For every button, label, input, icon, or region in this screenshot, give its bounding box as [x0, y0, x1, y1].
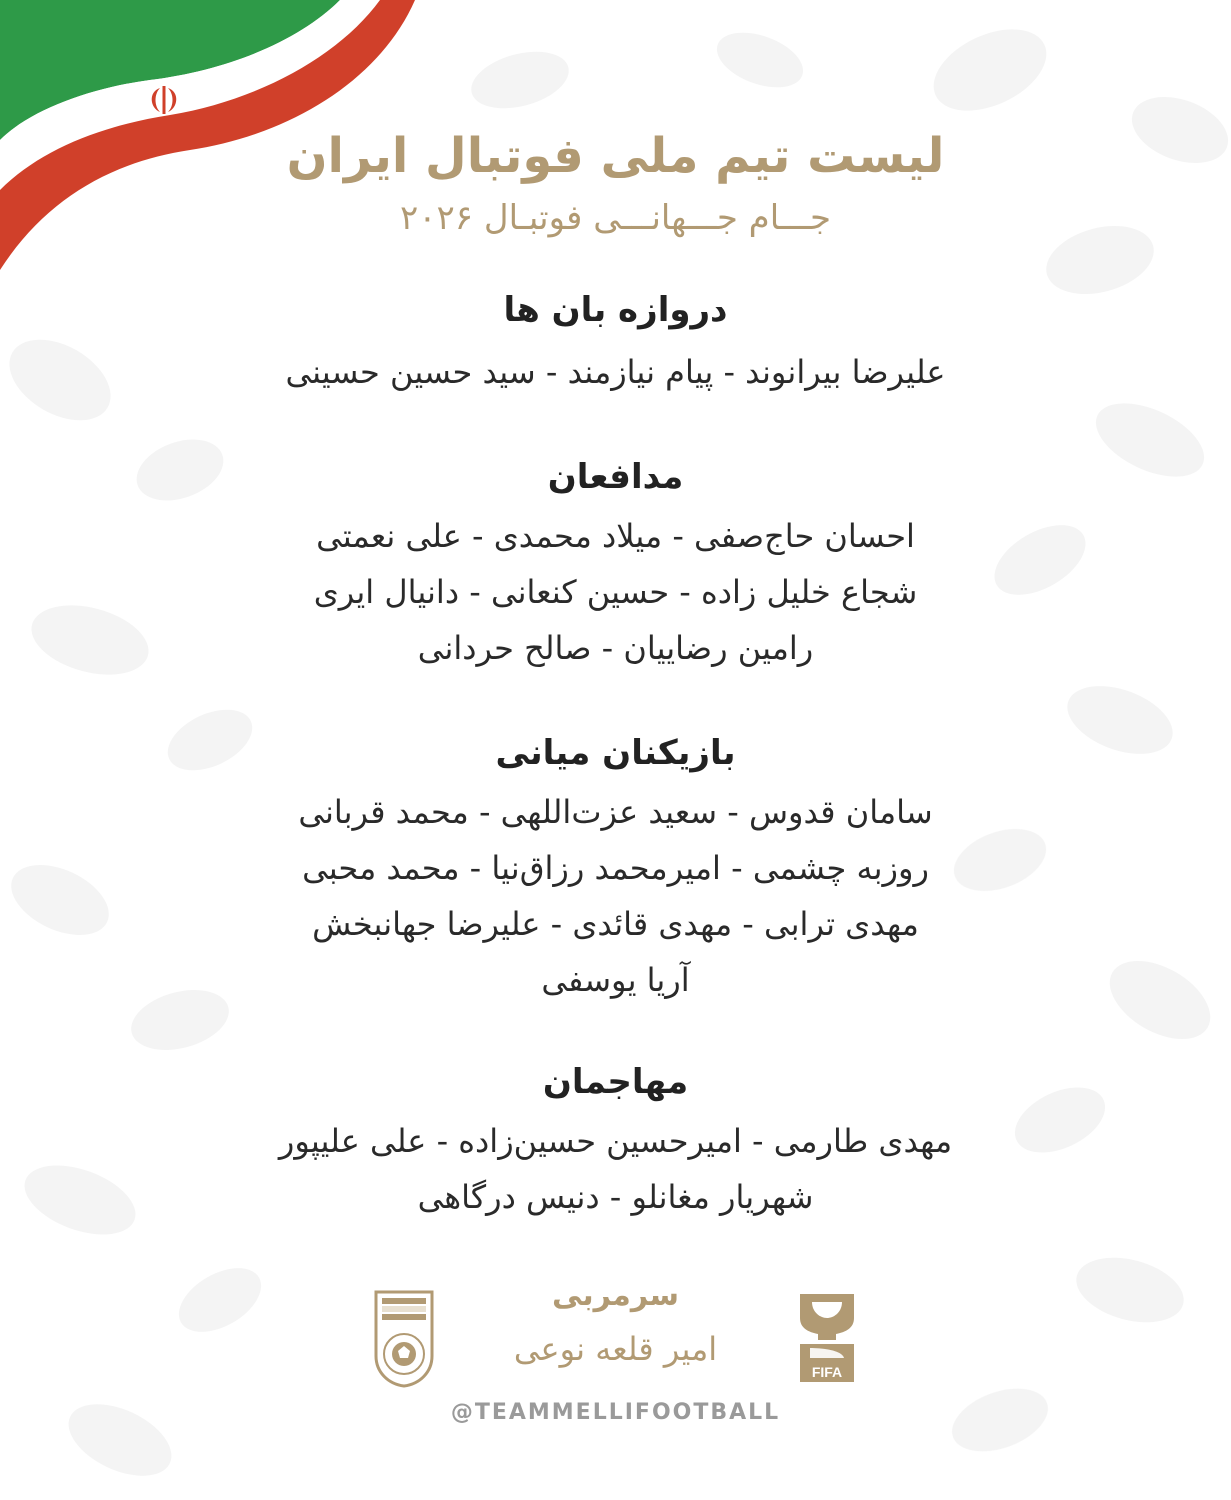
- section-heading-defenders: مدافعان: [547, 457, 684, 497]
- section-names-goalkeepers: [0, 344, 1231, 400]
- player-line: احسان حاج‌صفی - میلاد محمدی - علی نعمتی: [316, 517, 915, 555]
- fifa-text: FIFA: [811, 1364, 843, 1380]
- section-heading-forwards: مهاجمان: [542, 1062, 689, 1102]
- page-subtitle: جـــام جـــهانـــی فوتبـال ۲۰۲۶: [400, 198, 831, 238]
- player-line: روزبه چشمی - امیرمحمد رزاق‌نیا - محمد محبی: [302, 849, 929, 887]
- player-line: علیرضا بیرانوند - پیام نیازمند - سید حسین حسینی: [285, 353, 946, 391]
- section-heading-goalkeepers: دروازه بان ها: [503, 290, 728, 330]
- page-title: لیست تیم ملی فوتبال ایران: [286, 128, 945, 184]
- player-line: شجاع خلیل زاده - حسین کنعانی - دانیال ایری: [313, 573, 918, 611]
- section-names-midfielders: [0, 784, 1231, 1008]
- social-handle: @TEAMMELLIFOOTBALL: [450, 1400, 781, 1425]
- section-heading-midfielders: بازیکنان میانی: [495, 733, 736, 773]
- section-names-forwards: [0, 1113, 1231, 1225]
- player-line: مهدی ترابی - مهدی قائدی - علیرضا جهانبخش: [312, 905, 919, 943]
- section-names-defenders: [0, 508, 1231, 676]
- player-line: آریا یوسفی: [541, 961, 690, 999]
- coach-label: سرمربی: [551, 1278, 680, 1313]
- ffiri-logo-icon: [372, 1288, 436, 1388]
- player-line: مهدی طارمی - امیرحسین حسین‌زاده - علی علیپور: [278, 1122, 953, 1160]
- fifa-world-cup-2026-logo-icon: [792, 1288, 862, 1388]
- player-line: رامین رضاییان - صالح حردانی: [417, 629, 814, 667]
- player-line: شهریار مغانلو - دنیس درگاهی: [417, 1178, 814, 1216]
- player-line: سامان قدوس - سعید عزت‌اللهی - محمد قربانی: [298, 793, 933, 831]
- coach-name: امیر قلعه نوعی: [513, 1330, 718, 1368]
